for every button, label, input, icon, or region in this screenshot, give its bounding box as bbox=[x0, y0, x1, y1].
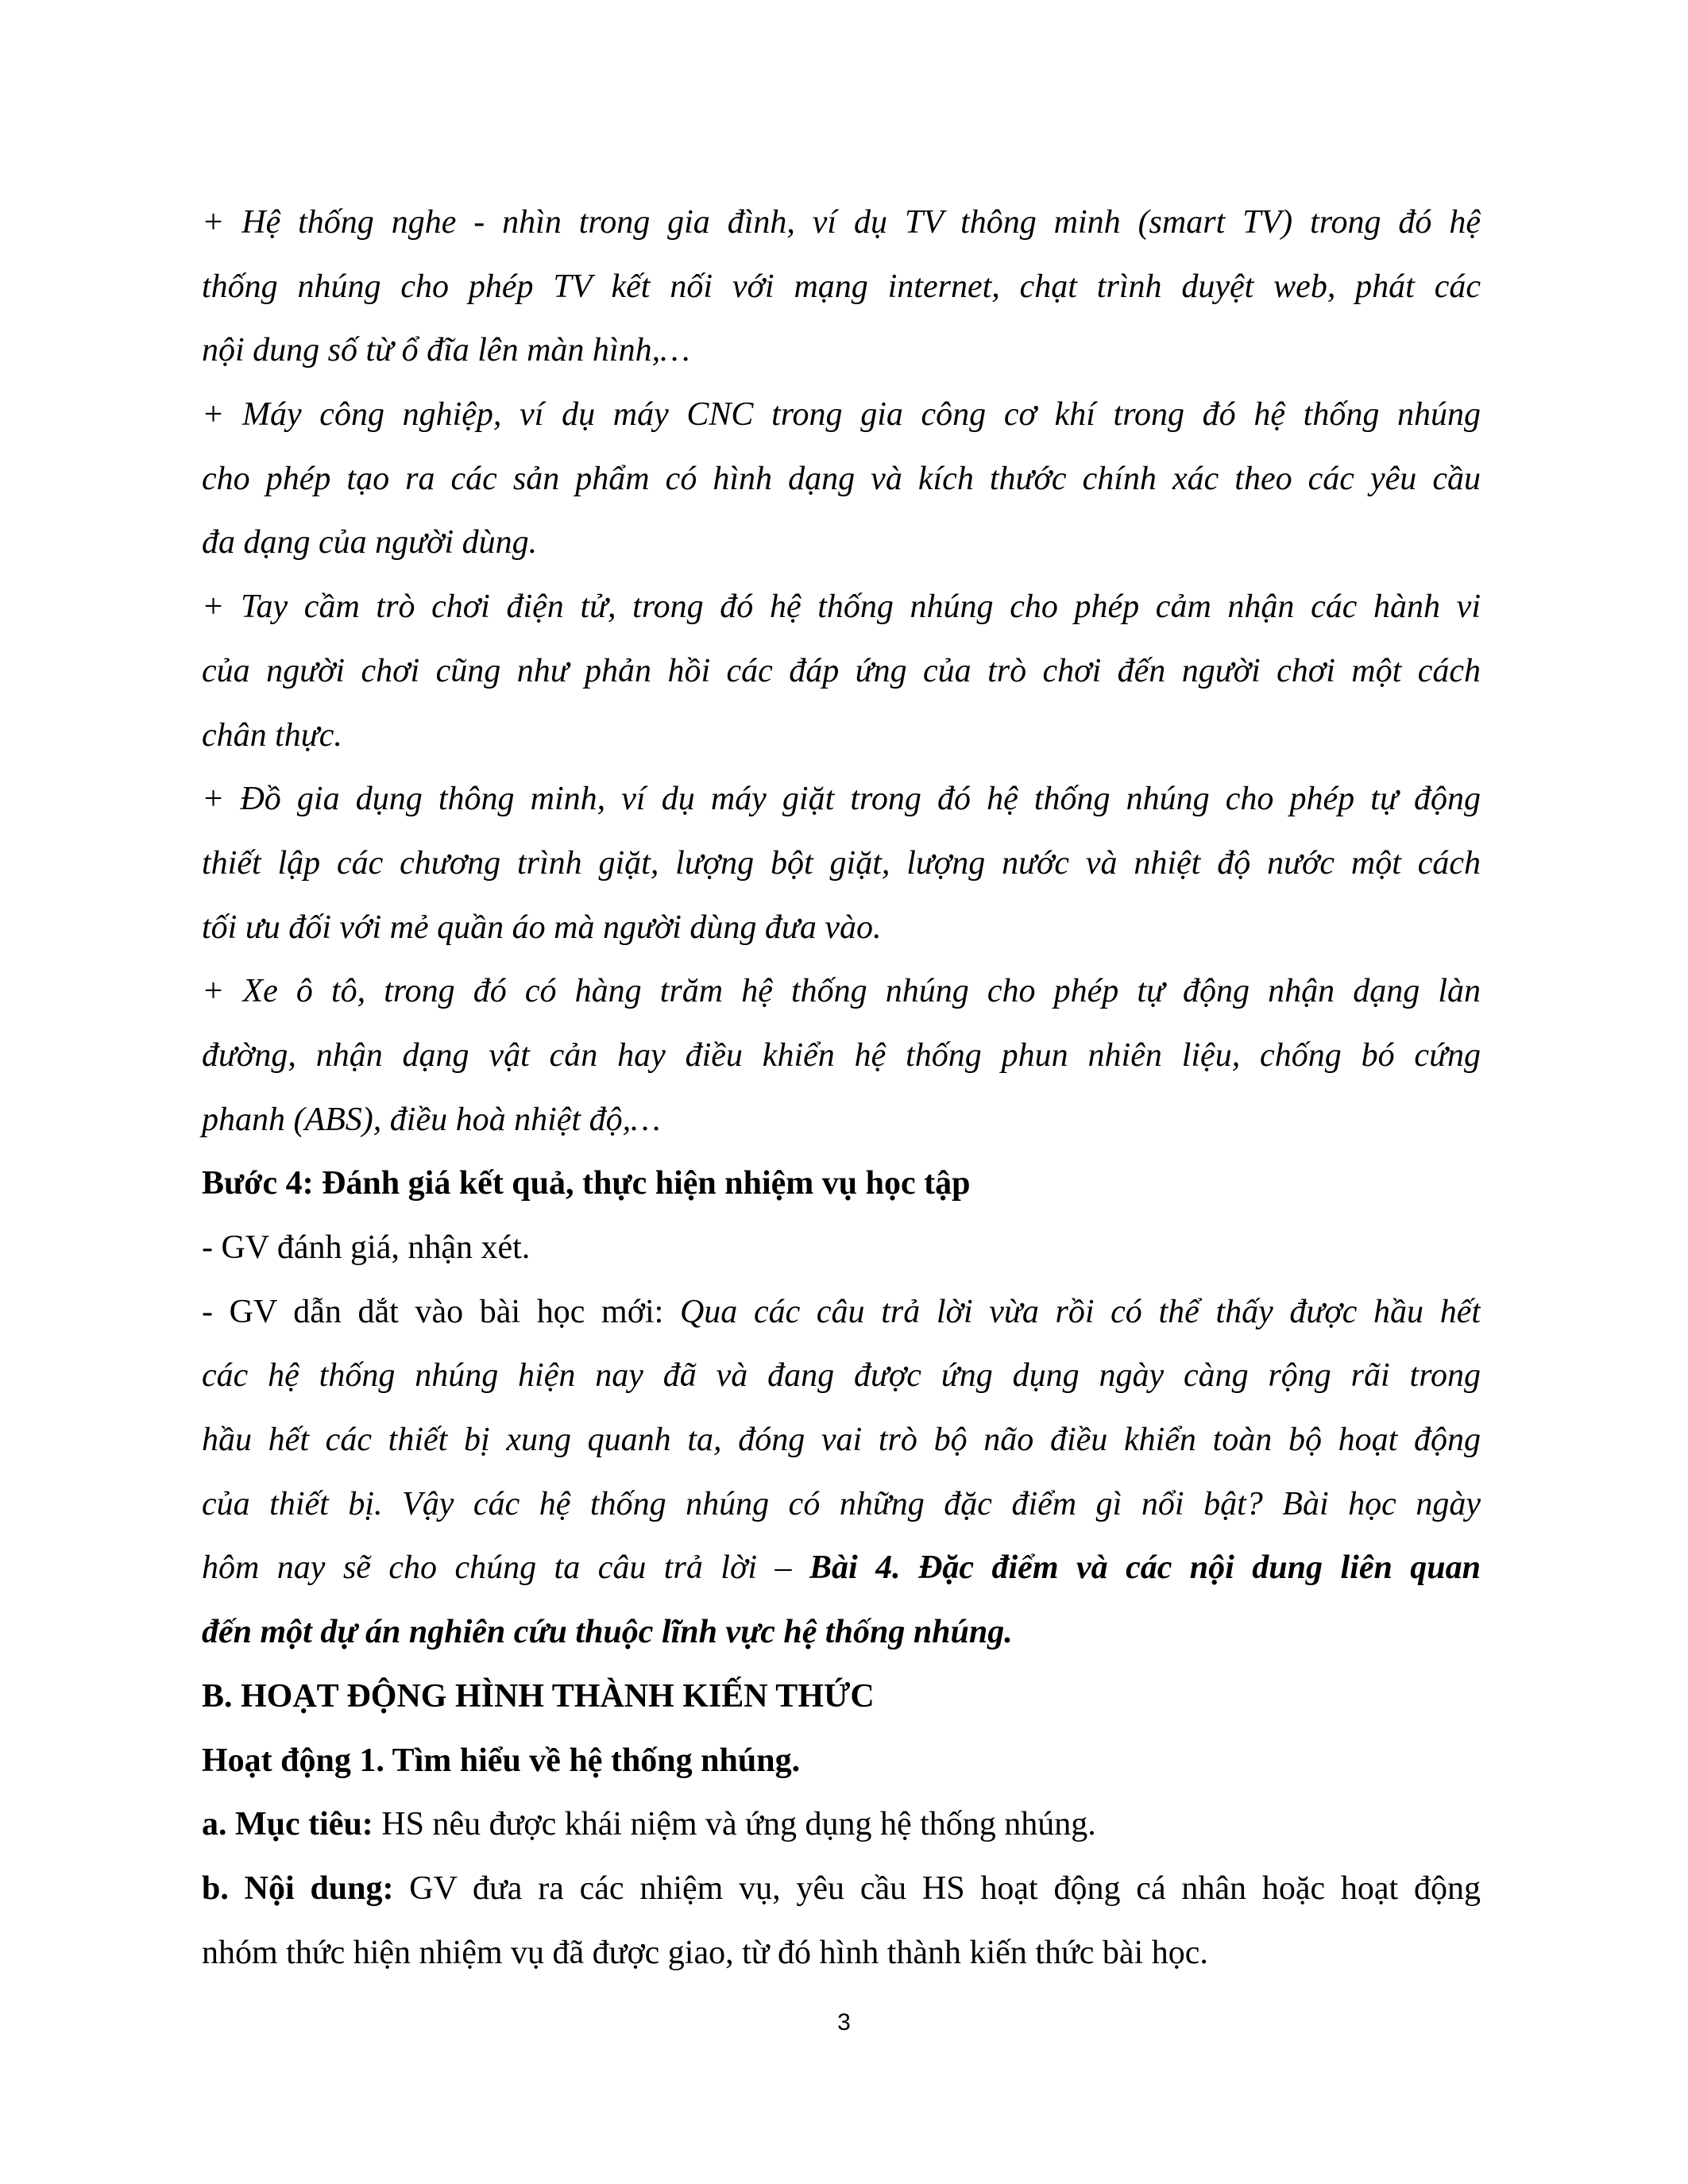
text-segment: hôm nay sẽ cho chúng ta câu trả lời – bbox=[202, 1549, 809, 1587]
text-segment: nội dung số từ ổ đĩa lên màn hình,… bbox=[202, 332, 690, 369]
text-segment: của người chơi cũng như phản hồi các đáp ứng của trò chơi đến người chơi một cách bbox=[202, 652, 1481, 689]
text-line bbox=[202, 1729, 1481, 1793]
text-line bbox=[202, 1344, 1481, 1408]
text-line bbox=[202, 639, 1481, 704]
text-line bbox=[202, 575, 1481, 639]
text-line bbox=[202, 1472, 1481, 1537]
text-line bbox=[202, 832, 1481, 896]
text-segment: hầu hết các thiết bị xung quanh ta, đóng vai trò bộ não điều khiển toàn bộ hoạt động bbox=[202, 1422, 1481, 1459]
text-segment: đa dạng của người dùng. bbox=[202, 524, 538, 561]
text-segment: + Tay cầm trò chơi điện tử, trong đó hệ thống nhúng cho phép cảm nhận các hành vi bbox=[202, 588, 1481, 626]
text-segment: tối ưu đối với mẻ quần áo mà người dùng đưa vào. bbox=[202, 909, 882, 946]
text-segment: chân thực. bbox=[202, 716, 342, 754]
text-line bbox=[202, 318, 1481, 383]
text-segment: + Đồ gia dụng thông minh, ví dụ máy giặt trong đó hệ thống nhúng cho phép tự động bbox=[202, 781, 1481, 818]
text-segment: - GV dẫn dắt vào bài học mới: bbox=[202, 1293, 680, 1330]
text-line bbox=[202, 1408, 1481, 1472]
text-line bbox=[202, 1216, 1481, 1280]
text-line bbox=[202, 1921, 1481, 1985]
document-body bbox=[202, 191, 1481, 1985]
text-line bbox=[202, 255, 1481, 319]
text-segment: nhóm thức hiện nhiệm vụ đã được giao, từ đó hình thành kiến thức bài học. bbox=[202, 1934, 1208, 1971]
text-line bbox=[202, 1088, 1481, 1152]
text-segment: của thiết bị. Vậy các hệ thống nhúng có những đặc điểm gì nổi bật? Bài học ngày bbox=[202, 1485, 1481, 1522]
text-segment: Qua các câu trả lời vừa rồi có thể thấy được hầu hết bbox=[679, 1293, 1481, 1330]
text-segment: thiết lập các chương trình giặt, lượng bột giặt, lượng nước và nhiệt độ nước một cách bbox=[202, 844, 1481, 882]
text-segment: đường, nhận dạng vật cản hay điều khiển hệ thống phun nhiên liệu, chống bó cứng bbox=[202, 1036, 1481, 1074]
text-line bbox=[202, 1024, 1481, 1088]
text-line bbox=[202, 383, 1481, 447]
text-line bbox=[202, 767, 1481, 832]
text-segment: cho phép tạo ra các sản phẩm có hình dạng và kích thước chính xác theo các yêu cầu bbox=[202, 460, 1481, 497]
text-line bbox=[202, 447, 1481, 511]
text-segment: HS nêu được khái niệm và ứng dụng hệ thống nhúng. bbox=[373, 1806, 1096, 1843]
text-segment: đến một dự án nghiên cứu thuộc lĩnh vực hệ thống nhúng. bbox=[202, 1614, 1013, 1651]
text-segment: phanh (ABS), điều hoà nhiệt độ,… bbox=[202, 1101, 661, 1138]
text-segment: các hệ thống nhúng hiện nay đã và đang được ứng dụng ngày càng rộng rãi trong bbox=[202, 1357, 1481, 1395]
text-segment: - GV đánh giá, nhận xét. bbox=[202, 1229, 531, 1266]
text-line bbox=[202, 1152, 1481, 1216]
text-segment: + Xe ô tô, trong đó có hàng trăm hệ thống nhúng cho phép tự động nhận dạng làn bbox=[202, 973, 1481, 1010]
text-segment: B. HOẠT ĐỘNG HÌNH THÀNH KIẾN THỨC bbox=[202, 1677, 875, 1715]
text-segment: Hoạt động 1. Tìm hiểu về hệ thống nhúng. bbox=[202, 1742, 801, 1779]
text-line bbox=[202, 1792, 1481, 1857]
page-number: 3 bbox=[837, 2009, 851, 2035]
text-segment: a. Mục tiêu: bbox=[202, 1806, 373, 1843]
text-line bbox=[202, 1536, 1481, 1600]
text-segment: b. Nội dung: bbox=[202, 1870, 394, 1907]
text-line bbox=[202, 1280, 1481, 1345]
text-line bbox=[202, 704, 1481, 768]
text-line bbox=[202, 959, 1481, 1024]
text-line bbox=[202, 191, 1481, 255]
text-line bbox=[202, 1665, 1481, 1729]
text-segment: thống nhúng cho phép TV kết nối với mạng internet, chạt trình duyệt web, phát các bbox=[202, 268, 1481, 305]
text-segment: GV đưa ra các nhiệm vụ, yêu cầu HS hoạt động cá nhân hoặc hoạt động bbox=[393, 1870, 1481, 1907]
text-line bbox=[202, 1857, 1481, 1921]
text-segment: Bước 4: Đánh giá kết quả, thực hiện nhiệm vụ học tập bbox=[202, 1165, 971, 1202]
text-segment: + Máy công nghiệp, ví dụ máy CNC trong gia công cơ khí trong đó hệ thống nhúng bbox=[202, 396, 1481, 434]
text-line bbox=[202, 896, 1481, 960]
text-segment: + Hệ thống nghe - nhìn trong gia đình, ví dụ TV thông minh (smart TV) trong đó hệ bbox=[202, 204, 1481, 241]
text-line bbox=[202, 511, 1481, 575]
text-segment: Bài 4. Đặc điểm và các nội dung liên quan bbox=[809, 1549, 1481, 1587]
text-line bbox=[202, 1600, 1481, 1665]
